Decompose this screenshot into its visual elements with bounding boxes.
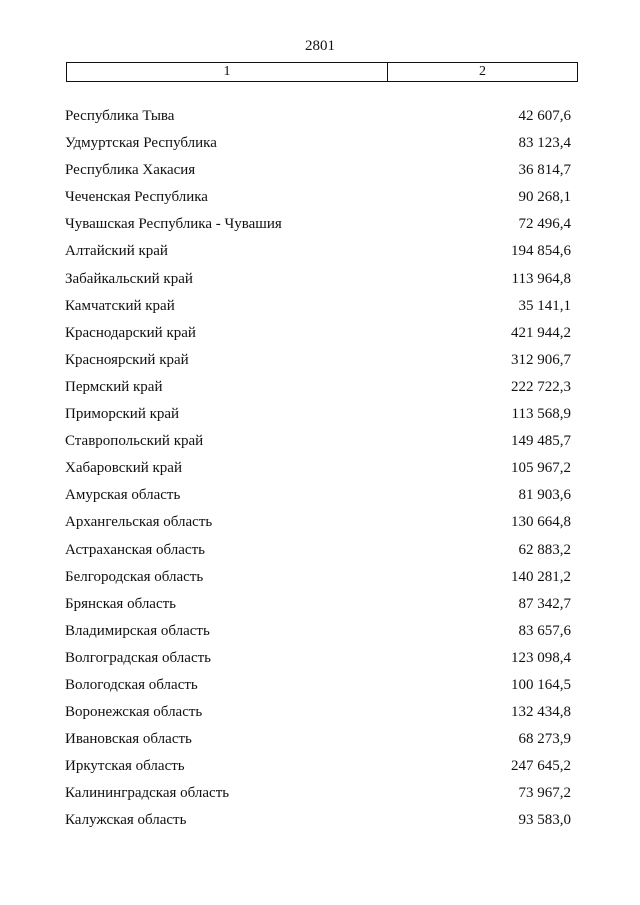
region-value: 105 967,2 — [511, 460, 571, 477]
region-name: Калужская область — [65, 812, 187, 829]
region-name: Амурская область — [65, 487, 181, 504]
region-name: Владимирская область — [65, 622, 210, 639]
table-row — [0, 458, 640, 485]
table-row — [0, 350, 640, 377]
table-row — [0, 214, 640, 241]
table-row — [0, 377, 640, 404]
region-value: 83 657,6 — [518, 622, 571, 639]
region-value: 113 568,9 — [511, 406, 571, 423]
region-name: Чеченская Республика — [65, 189, 208, 206]
region-name: Волгоградская область — [65, 649, 211, 666]
region-value: 83 123,4 — [518, 135, 571, 152]
table-row — [0, 810, 640, 837]
region-name: Брянская область — [65, 595, 177, 612]
table-row — [0, 702, 640, 729]
table-row — [0, 404, 640, 431]
region-value: 81 903,6 — [518, 487, 571, 504]
region-value: 62 883,2 — [518, 541, 571, 558]
region-value: 149 485,7 — [511, 433, 571, 450]
table-header — [66, 62, 578, 82]
region-name: Ставропольский край — [65, 433, 204, 450]
region-value: 123 098,4 — [511, 649, 571, 666]
table-row — [0, 567, 640, 594]
header-column-2: 2 — [479, 64, 486, 79]
region-value: 35 141,1 — [518, 297, 571, 314]
region-value: 42 607,6 — [518, 108, 571, 124]
region-name: Иркутская область — [65, 758, 185, 775]
table-row — [0, 512, 640, 539]
region-value: 73 967,2 — [518, 785, 571, 802]
table-body — [0, 106, 640, 838]
region-name: Хабаровский край — [65, 460, 182, 477]
region-value: 90 268,1 — [518, 189, 571, 206]
region-name: Приморский край — [65, 406, 180, 423]
region-value: 194 854,6 — [511, 243, 571, 260]
region-name: Республика Хакасия — [65, 162, 196, 179]
region-name: Пермский край — [65, 378, 163, 395]
table-row — [0, 621, 640, 648]
region-name: Белгородская область — [65, 568, 204, 585]
region-value: 132 434,8 — [511, 704, 571, 721]
table-row — [0, 756, 640, 783]
table-row — [0, 485, 640, 512]
region-name: Алтайский край — [65, 243, 168, 260]
table-row — [0, 783, 640, 810]
region-value: 113 964,8 — [511, 270, 571, 287]
region-value: 72 496,4 — [518, 216, 571, 233]
region-name: Камчатский край — [65, 297, 175, 314]
table-row — [0, 594, 640, 621]
table-row — [0, 729, 640, 756]
region-value: 140 281,2 — [511, 568, 571, 585]
region-name: Астраханская область — [65, 541, 205, 558]
region-name: Калининградская область — [65, 785, 230, 802]
region-value: 222 722,3 — [511, 378, 571, 395]
region-value: 130 664,8 — [511, 514, 571, 531]
table-row — [0, 323, 640, 350]
header-column-1: 1 — [67, 63, 388, 81]
region-value: 100 164,5 — [511, 676, 571, 693]
region-value: 87 342,7 — [518, 595, 571, 612]
region-name: Ивановская область — [65, 731, 192, 748]
region-value: 421 944,2 — [511, 324, 571, 341]
region-name: Воронежская область — [65, 704, 203, 721]
table-row — [0, 540, 640, 567]
region-value: 36 814,7 — [518, 162, 571, 179]
table-row — [0, 431, 640, 458]
table-row — [0, 133, 640, 160]
table-row — [0, 241, 640, 268]
page-number: 2801 — [305, 38, 335, 54]
region-name: Вологодская область — [65, 676, 198, 693]
region-name: Забайкальский край — [65, 270, 193, 287]
region-value: 247 645,2 — [511, 758, 571, 775]
table-row — [0, 648, 640, 675]
region-value: 312 906,7 — [511, 351, 571, 368]
table-row — [0, 675, 640, 702]
table-row — [0, 296, 640, 323]
table-row — [0, 106, 640, 133]
region-name: Архангельская область — [65, 514, 213, 531]
table-row — [0, 269, 640, 296]
region-value: 93 583,0 — [518, 812, 571, 829]
region-name: Красноярский край — [65, 351, 189, 368]
region-name: Республика Тыва — [65, 108, 175, 124]
region-name: Краснодарский край — [65, 324, 196, 341]
table-row — [0, 187, 640, 214]
region-value: 68 273,9 — [518, 731, 571, 748]
region-name: Удмуртская Республика — [65, 135, 217, 152]
region-name: Чувашская Республика - Чувашия — [65, 216, 282, 233]
table-row — [0, 160, 640, 187]
